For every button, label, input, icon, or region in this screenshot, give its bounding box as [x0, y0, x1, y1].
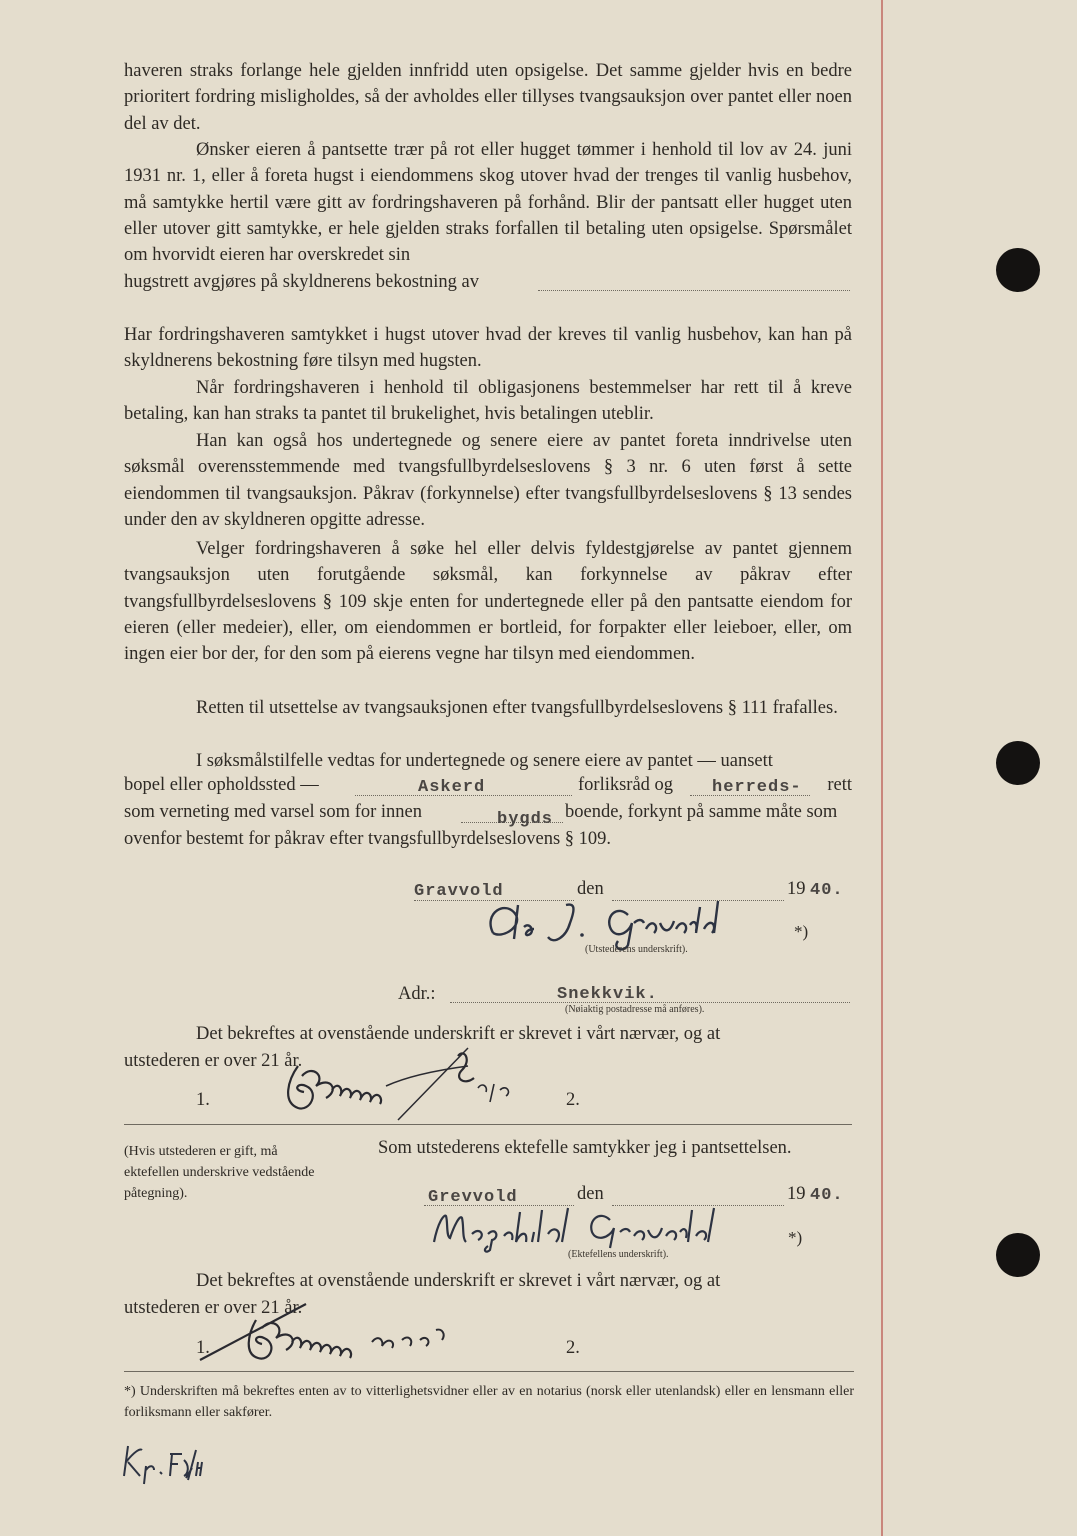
witness-1-text-line-1: Det bekreftes at ovenstående underskrift er skrevet i vårt nærvær, og at	[196, 1024, 721, 1044]
paragraph-usage: Når fordringshaveren i henhold til obligasjonens bestemmelser har rett til å kreve betaling, kan han straks ta pantet til brukelighet, hvis betalingen uteblir.	[124, 378, 852, 425]
typed-forliksrad: Askerd	[418, 778, 486, 797]
footnote: *) Underskriften må bekreftes enten av to vitterlighetsvidner eller av en notarius (norsk eller utenlandsk) eller en lensmann eller forliksmann eller sakfører.	[124, 1384, 854, 1420]
date-den-1: den	[577, 879, 604, 899]
date-den-2: den	[577, 1184, 604, 1204]
venue-line-1: I søksmålstilfelle vedtas for undertegnede og senere eiere av pantet — uansett	[196, 751, 773, 771]
section-divider	[124, 1124, 852, 1125]
typed-place-1: Gravvold	[414, 882, 504, 901]
witness-1-signature-graphic	[268, 1046, 568, 1122]
witness-2-signature-graphic	[196, 1300, 526, 1370]
typed-herreds: herreds-	[712, 778, 802, 797]
witness-2-number-2: 2.	[566, 1338, 580, 1358]
punch-hole	[996, 1233, 1040, 1277]
typed-place-2: Grevvold	[428, 1188, 518, 1207]
paragraph-enforcement: Han kan også hos undertegnede og senere eiere av pantet foreta inndrivelse uten søksmål overensstemmende med tvangsfullbyrdelseslovens § 3 nr. 6 uten først å sette eiendommen til tvangsauksjon. Påkrav (forkynnelse) efter tvangsfullbyrdelseslovens § 13 sendes under den av skyldneren opgitte adresse.	[124, 431, 852, 530]
issuer-caption: (Utstederens underskrift).	[585, 944, 688, 955]
paragraph-timber-clause: Ønsker eieren å pantsette trær på rot eller hugget tømmer i henhold til lov av 24. juni 1931 nr. 1, eller å foreta hugst i eiendommens skog utover hvad der trenges til vanlig husbehov, må samtykke hertil være gitt av fordringshaveren på forhånd. Blir der pantsatt eller hugget uten eller utover gitt samtykke, er hele gjelden straks forfallen til betaling uten opsigelse. Spørsmålet om hvorvidt eieren har overskredet sin	[124, 140, 852, 266]
typed-year-1: 40.	[810, 881, 844, 900]
paragraph-auction: Velger fordringshaveren å søke hel eller delvis fyldestgjørelse av pantet gjennem tvangsauksjon uten forutgående søksmål, kan forkynnelse av påkrav efter tvangsfullbyrdelseslovens § 109 skje enten for undertegnede eller på den pantsatte eiendom for eieren (eller medeier), eller, om eiendommen er bortleid, for forpakter eller leieboer, eller, om ingen eier bor der, for den som på eierens vegne har tilsyn med eiendommen.	[124, 539, 852, 665]
address-label: Adr.:	[398, 984, 436, 1004]
margin-rule	[881, 0, 883, 1536]
witness-2-text-line-2: utstederen er over 21 år.	[124, 1298, 303, 1318]
venue-bopel: bopel eller opholdssted —	[124, 775, 319, 795]
blank-line	[538, 290, 850, 291]
spouse-consent-text: Som utstederens ektefelle samtykker jeg i pantsettelsen.	[378, 1138, 792, 1158]
spouse-signature-graphic	[424, 1202, 794, 1254]
spouse-caption: (Ektefellens underskrift).	[568, 1249, 669, 1260]
venue-verneting: som verneting med varsel som for innen	[124, 802, 422, 822]
paragraph-supervision: Har fordringshaveren samtykket i hugst utover hvad der kreves til vanlig husbehov, kan han på skyldnerens bekostning føre tilsyn med hugsten.	[124, 325, 852, 372]
spouse-signature-text	[0, 0, 1, 1]
typed-year-2: 40.	[810, 1186, 844, 1205]
venue-forliksrad: forliksråd og	[578, 775, 674, 795]
witness-2-text-line-1: Det bekreftes at ovenstående underskrift er skrevet i vårt nærvær, og at	[196, 1271, 721, 1291]
venue-last-line: ovenfor bestemt for påkrav efter tvangsfullbyrdelseslovens § 109.	[124, 829, 612, 849]
witness-1-text-line-2: utstederen er over 21 år.	[124, 1051, 303, 1071]
witness-1-number-2: 2.	[566, 1090, 580, 1110]
timber-clause-last-line: hugstrett avgjøres på skyldnerens bekostning av	[124, 272, 480, 292]
spouse-asterisk: *)	[788, 1228, 803, 1247]
witness-1-signature-text	[0, 0, 1, 1]
address-caption: (Nøiaktig postadresse må anføres).	[565, 1004, 705, 1015]
paragraph-default-clause: haveren straks forlange hele gjelden innfridd uten opsigelse. Det samme gjelder hvis en bedre prioritert fordring misligholdes, så der avholdes eller tillyses tvangsauksjon over pantet eller noen del av det.	[124, 61, 852, 134]
punch-hole	[996, 248, 1040, 292]
year-prefix-2: 19	[787, 1184, 806, 1204]
margin-note-graphic	[120, 1440, 210, 1488]
paragraph-deferral: Retten til utsettelse av tvangsauksjonen efter tvangsfullbyrdelseslovens § 111 frafalles.	[196, 698, 838, 718]
punch-hole	[996, 741, 1040, 785]
witness-2-number-1: 1.	[196, 1338, 210, 1358]
witness-1-number-1: 1.	[196, 1090, 210, 1110]
venue-boende: boende, forkynt på samme måte som	[565, 802, 838, 822]
footnote-divider	[124, 1371, 854, 1372]
spouse-side-note: (Hvis utstederen er gift, må ektefellen underskrive vedstående påtegning).	[124, 1144, 315, 1201]
venue-rett: rett	[827, 775, 852, 795]
typed-address: Snekkvik.	[557, 985, 658, 1004]
issuer-signature-text	[0, 0, 1, 1]
typed-bygds: bygds	[497, 810, 554, 829]
year-prefix-1: 19	[787, 879, 806, 899]
witness-2-signature-text	[0, 0, 1, 1]
witness-1-title-text	[0, 0, 1, 1]
issuer-asterisk: *)	[794, 922, 809, 941]
margin-note-text	[0, 0, 1, 1]
